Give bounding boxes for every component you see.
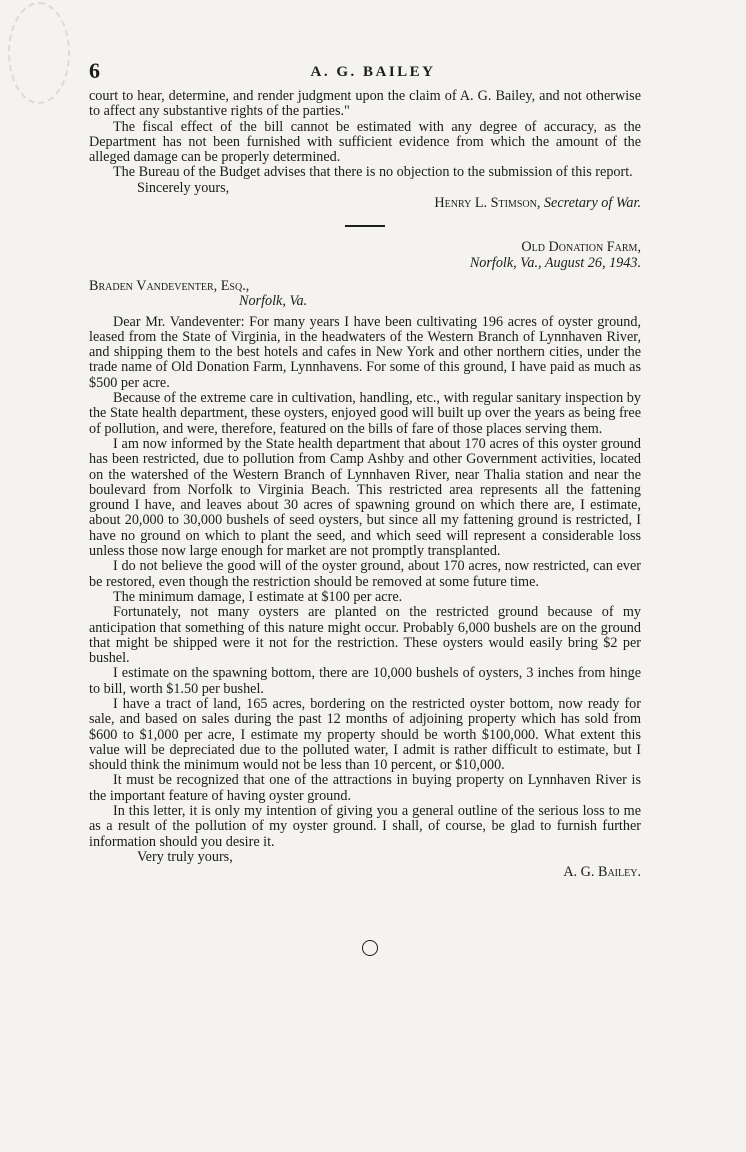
- running-head: A. G. BAILEY: [310, 64, 436, 80]
- letter1-paragraph: The Bureau of the Budget advises that there is no objection to the submission of this report.: [113, 164, 633, 181]
- section-divider: [345, 225, 385, 227]
- letter1-paragraph: The fiscal effect of the bill cannot be estimated with any degree of accuracy, as the Department has not been furnished with sufficient evidence from which the amount of the alleged damage can be properly determined.: [89, 118, 641, 166]
- addressee: [89, 279, 641, 310]
- addressee-city: Norfolk, Va.: [239, 293, 308, 310]
- letter2-closing: Very truly yours,: [137, 848, 233, 865]
- letter1-closing: Sincerely yours,: [137, 179, 230, 196]
- addressee-name: Braden Vandeventer, Esq.,: [89, 277, 250, 294]
- letter2-paragraph: The minimum damage, I estimate at $100 per acre.: [113, 588, 403, 605]
- letter2-salutation-paragraph: Dear Mr. Vandeventer: For many years I have been cultivating 196 acres of oyster ground, leased from the State of Virginia, in the headwaters of the Western Branch of Lynnhaven River, and shipping them to the best hotels and cafes in New York and other northern cities, under the trade name of Old Donation Farm, Lynnhavens. For some of this ground, I have paid as much as $500 per acre.: [89, 313, 641, 391]
- letter1-signature: Henry L. Stimson, Secretary of War.: [434, 195, 641, 212]
- page-number: 6: [89, 58, 100, 83]
- sender-place: Old Donation Farm,: [521, 239, 641, 256]
- sender-date: Norfolk, Va., August 26, 1943.: [469, 254, 641, 271]
- signature-name: Henry L. Stimson: [434, 195, 537, 212]
- letter2-paragraph: I have a tract of land, 165 acres, bordering on the restricted oyster bottom, now ready for sale, and based on sales during the past 12 months of adjoining property which has sold from $600 to $1,000 per acre, I estimate my property should be worth $100,000. What extent this value will be depreciated due to the polluted water, I admit is rather difficult to estimate, but I should think the minimum would not be less than 10 percent, or $10,000.: [89, 695, 641, 774]
- letter2-paragraph: It must be recognized that one of the attractions in buying property on Lynnhaven River is the important feature of having oyster ground.: [89, 772, 641, 804]
- letter1-paragraph: court to hear, determine, and render judgment upon the claim of A. G. Bailey, and not otherwise to affect any substantive rights of the parties.": [89, 88, 641, 120]
- letter2-signature: A. G. Bailey.: [563, 864, 641, 881]
- letter2-paragraph: Fortunately, not many oysters are planted on the restricted ground because of my anticipation that something of this nature might occur. Probably 6,000 bushels are on the ground that might be shipped were it not for the restriction. These oysters would easily bring $2 per bushel.: [89, 604, 641, 667]
- letter2-paragraph: I do not believe the good will of the oyster ground, about 170 acres, now restricted, can ever be restored, even though the restriction should be removed at some future time.: [89, 558, 641, 590]
- letter2-paragraph: I estimate on the spawning bottom, there are 10,000 bushels of oysters, 3 inches from hinge to bill, worth $1.50 per bushel.: [89, 665, 641, 697]
- sender-address: [89, 240, 641, 271]
- library-stamp: [8, 2, 70, 104]
- page-mark-circle: [362, 940, 378, 956]
- document-body: [89, 89, 641, 881]
- letter2-paragraph: In this letter, it is only my intention of giving you a general outline of the serious loss to me as a result of the pollution of my oyster ground. I shall, of course, be glad to furnish further information should you desire it.: [89, 803, 641, 850]
- letter2-paragraph: I am now informed by the State health department that about 170 acres of this oyster ground has been restricted, due to pollution from Camp Ashby and other Government activities, located on the watershed of the Western Branch of Lynnhaven River, near Thalia station and near the boulevard from Norfolk to Virginia Beach. This restricted area represents all the fattening ground I have, and leaves about 30 acres of spawning ground on which there are, I estimate, about 20,000 to 30,000 bushels of seed oysters, but since all my fattening ground is restricted, I have no ground on which to plant the seed, and which seed will represent a considerable loss unless those now large enough for market are not promptly transplanted.: [89, 435, 641, 560]
- letter2-paragraph: Because of the extreme care in cultivation, handling, etc., with regular sanitary inspection by the State health department, these oysters, enjoyed good will built up over the years as being free of pollution, and were, therefore, featured on the bills of fare of those places serving them.: [89, 390, 641, 437]
- signature-title: Secretary of War.: [543, 195, 641, 212]
